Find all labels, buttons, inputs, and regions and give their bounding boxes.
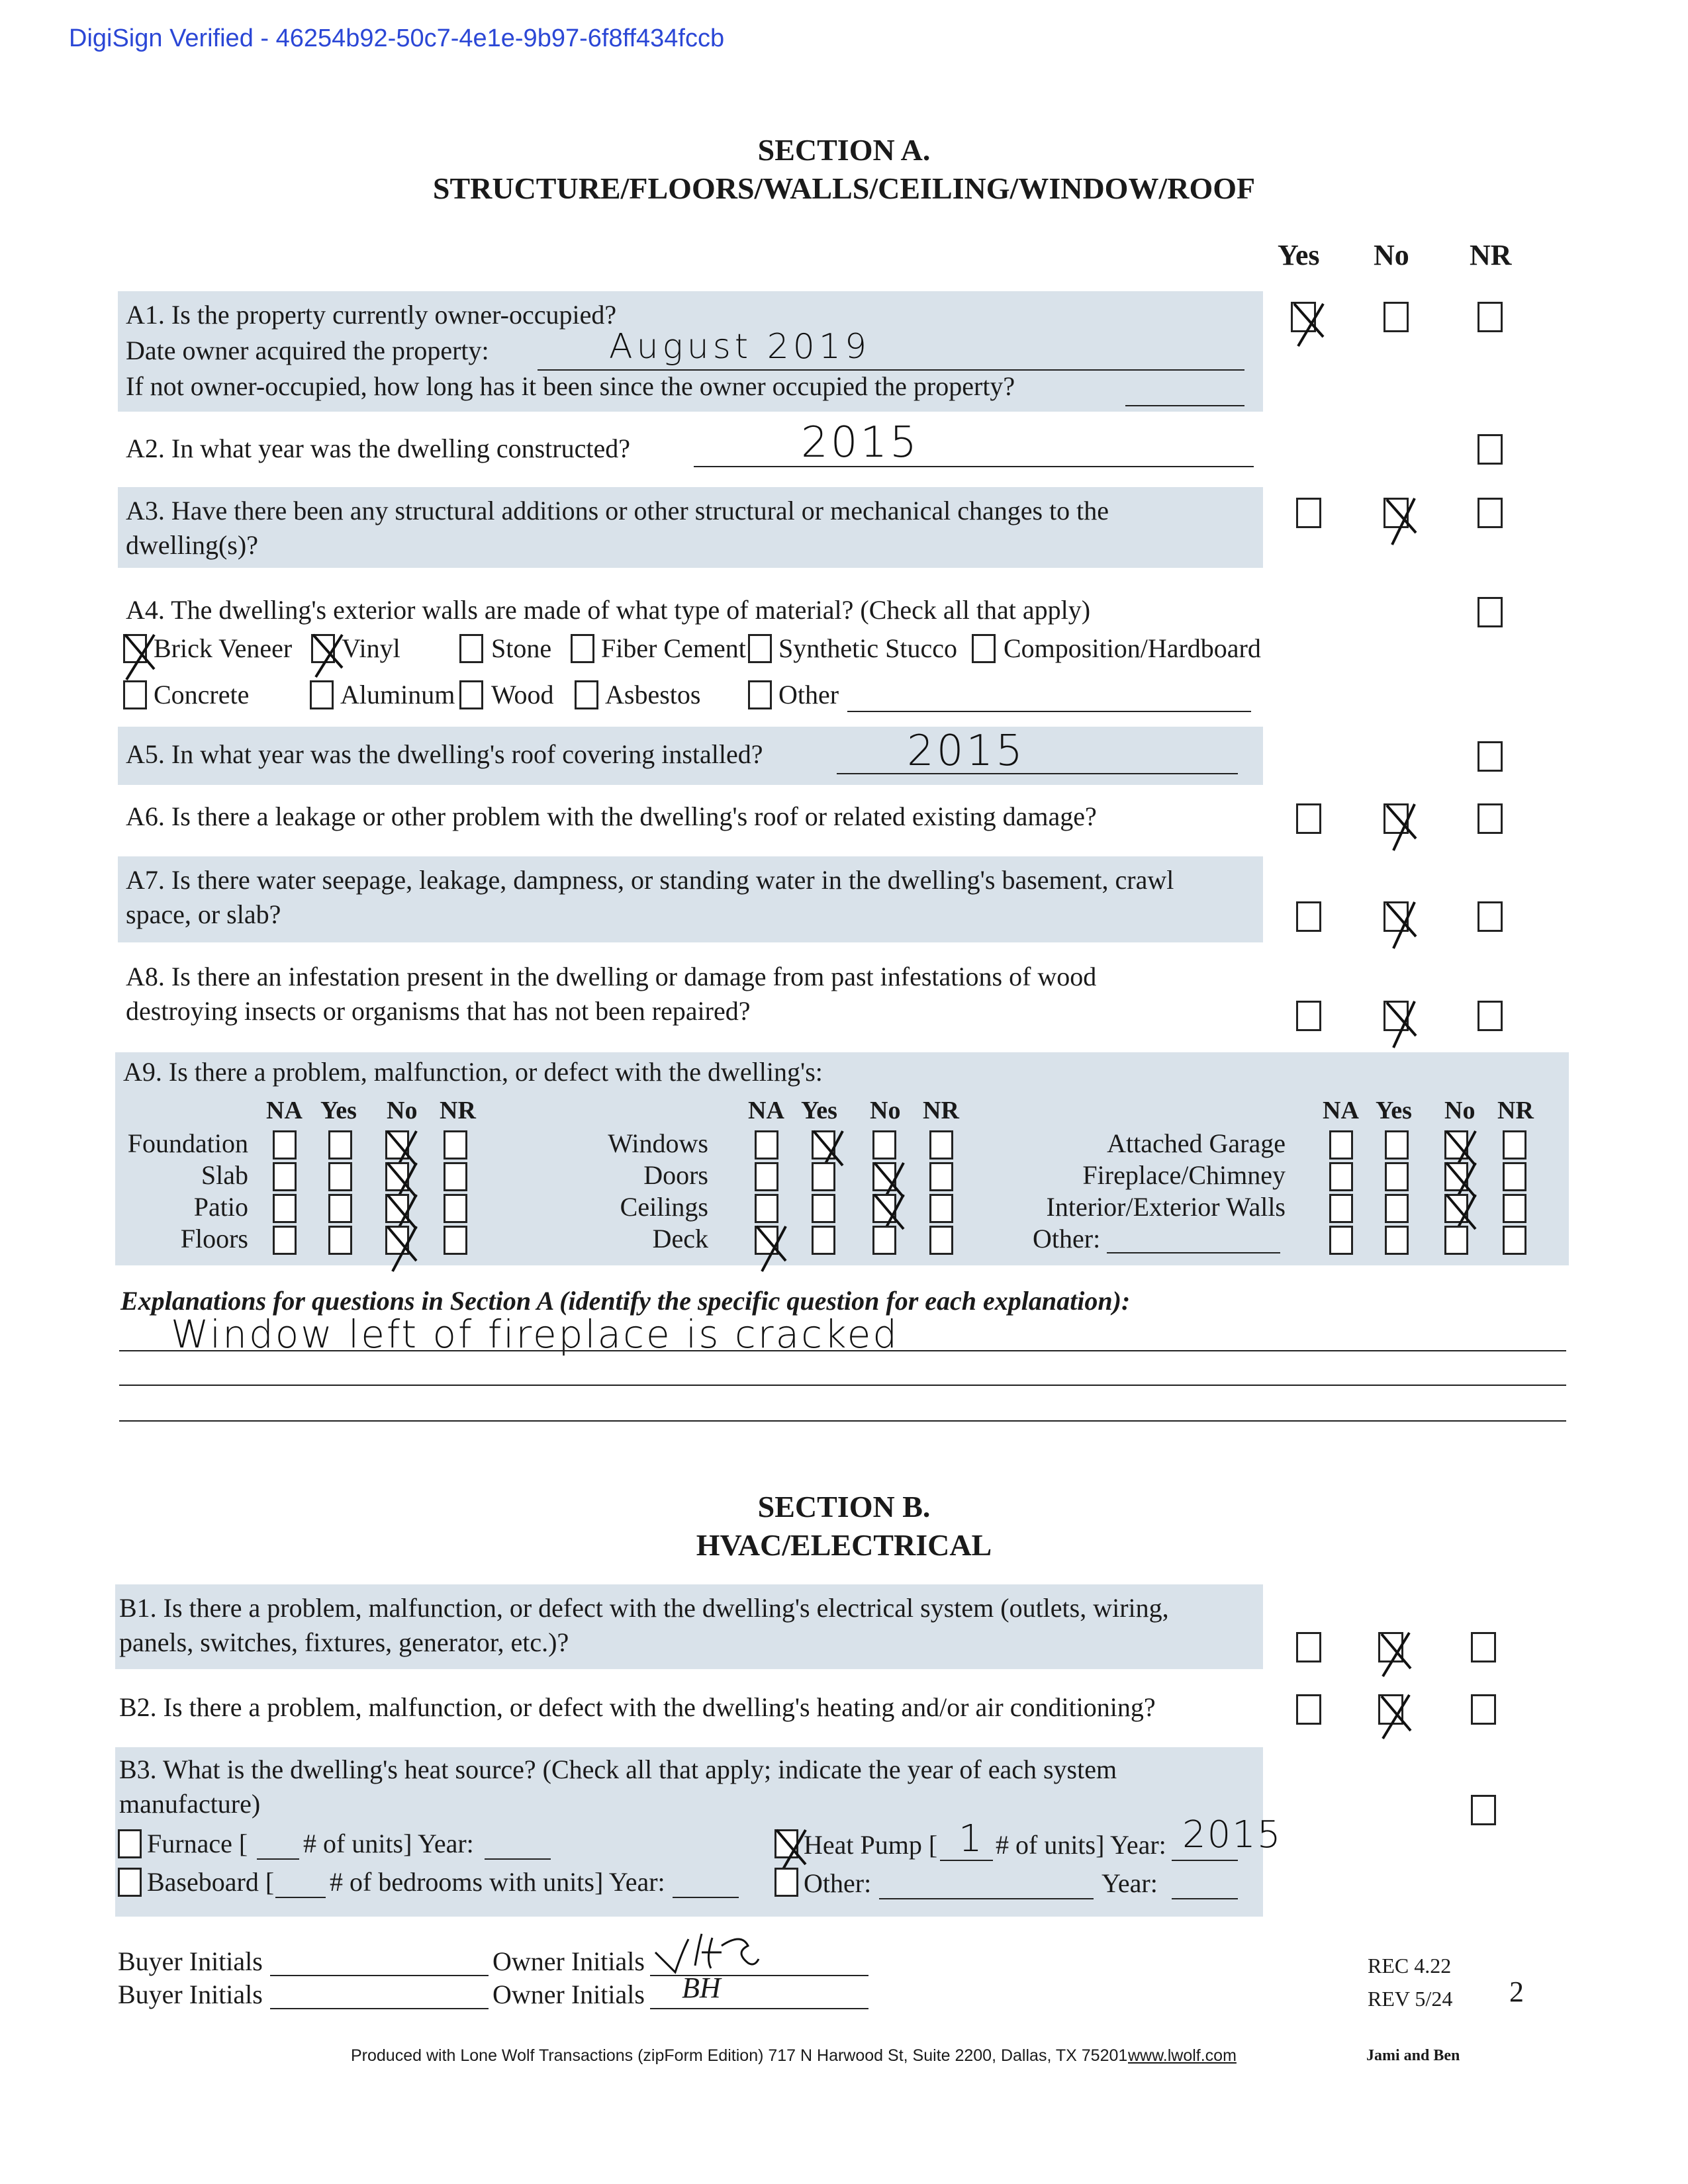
check-mark-icon <box>1376 1690 1416 1743</box>
owner-initials-line-2 <box>650 2008 868 2009</box>
a9-item-label: Other: <box>1033 1224 1101 1253</box>
material-wood-label: Wood <box>491 680 554 709</box>
a8-question-line2: destroying insects or organisms that has not been repaired? <box>126 996 751 1026</box>
verification-stamp: DigiSign Verified - 46254b92-50c7-4e1e-9b97-6f8ff434fccb <box>69 24 725 52</box>
material-other-line <box>847 711 1251 712</box>
other-heat-checkbox[interactable] <box>774 1868 798 1897</box>
a9-header-yes: Yes <box>1376 1097 1412 1124</box>
b1-question-line1: B1. Is there a problem, malfunction, or defect with the dwelling's electrical system (outlets, wiring, <box>119 1593 1169 1623</box>
check-mark-icon <box>1382 799 1421 852</box>
a6-question: A6. Is there a leakage or other problem with the dwelling's roof or related existing damage? <box>126 801 1097 831</box>
material-aluminum-checkbox[interactable] <box>310 680 334 709</box>
a9-attached-garage-na-checkbox[interactable] <box>1329 1130 1353 1160</box>
file-name: Jami and Ben <box>1366 2047 1460 2064</box>
a1-no-checkbox[interactable] <box>1383 302 1409 332</box>
material-aluminum-label: Aluminum <box>340 680 455 709</box>
a9-header-nr: NR <box>1497 1097 1534 1124</box>
a9-header-na: NA <box>748 1097 784 1124</box>
a8-question-line1: A8. Is there an infestation present in the dwelling or damage from past infestations of wood <box>126 962 1097 991</box>
a9-other-na-checkbox[interactable] <box>1329 1226 1353 1255</box>
a9-header-yes: Yes <box>320 1097 357 1124</box>
material-composition-label: Composition/Hardboard <box>1004 633 1261 663</box>
a9-floors-na-checkbox[interactable] <box>273 1226 297 1255</box>
buyer-initials-line-1 <box>270 1975 489 1976</box>
a6-yes-checkbox[interactable] <box>1296 803 1321 834</box>
a9-header-nr: NR <box>923 1097 959 1124</box>
a9-foundation-nr-checkbox[interactable] <box>444 1130 467 1160</box>
a7-question-line1: A7. Is there water seepage, leakage, dampness, or standing water in the dwelling's basement, crawl <box>126 865 1174 895</box>
b2-nr-checkbox[interactable] <box>1471 1694 1496 1725</box>
b1-nr-checkbox[interactable] <box>1471 1632 1496 1662</box>
a9-ceilings-yes-checkbox[interactable] <box>812 1194 835 1223</box>
a7-yes-checkbox[interactable] <box>1296 901 1321 932</box>
a1-nr-checkbox[interactable] <box>1477 302 1503 332</box>
a9-doors-na-checkbox[interactable] <box>755 1162 778 1191</box>
a9-item-label: Windows <box>608 1128 708 1158</box>
a1-date-answer[interactable]: August 2019 <box>609 327 871 367</box>
b3-question-line1: B3. What is the dwelling's heat source? (Check all that apply; indicate the year of each system <box>119 1754 1117 1784</box>
explanation-line-3 <box>119 1420 1566 1422</box>
a7-no-checkbox[interactable] <box>1383 901 1409 932</box>
material-vinyl-label: Vinyl <box>342 633 400 663</box>
a9-deck-yes-checkbox[interactable] <box>812 1226 835 1255</box>
material-concrete-checkbox[interactable] <box>123 680 147 709</box>
other-heat-year-line <box>1172 1898 1238 1899</box>
explanations-label: Explanations for questions in Section A (identify the specific question for each explanation): <box>120 1286 1131 1316</box>
material-stone-checkbox[interactable] <box>459 634 483 663</box>
a9-header-no: No <box>387 1097 418 1124</box>
a3-no-checkbox[interactable] <box>1383 498 1409 528</box>
a9-doors-no-checkbox[interactable] <box>872 1162 896 1191</box>
a4-question: A4. The dwelling's exterior walls are made of what type of material? (Check all that apply) <box>126 595 1091 625</box>
a9-attached-garage-yes-checkbox[interactable] <box>1385 1130 1409 1160</box>
explanation-answer[interactable]: Window left of fireplace is cracked <box>171 1312 900 1357</box>
a9-item-label: Interior/Exterior Walls <box>1046 1192 1286 1222</box>
check-mark-icon <box>1382 897 1421 950</box>
heat-pump-year[interactable]: 2015 <box>1182 1813 1282 1856</box>
a9-other-nr-checkbox[interactable] <box>1503 1226 1526 1255</box>
a4-nr-checkbox[interactable] <box>1477 597 1503 627</box>
furnace-label: Furnace [ <box>147 1829 248 1858</box>
a5-line <box>837 773 1238 774</box>
section-b-title: SECTION B. <box>757 1490 931 1524</box>
a9-ceilings-no-checkbox[interactable] <box>872 1194 896 1223</box>
col-nr-header: NR <box>1470 239 1512 271</box>
a5-answer[interactable]: 2015 <box>907 727 1025 776</box>
a2-line <box>694 466 1254 467</box>
owner-initials-2-value[interactable]: BH <box>682 1972 721 2004</box>
a9-patio-nr-checkbox[interactable] <box>444 1194 467 1223</box>
b1-yes-checkbox[interactable] <box>1296 1632 1321 1662</box>
furnace-units-line <box>257 1858 299 1860</box>
baseboard-checkbox[interactable] <box>118 1868 142 1897</box>
a3-question-line1: A3. Have there been any structural additions or other structural or mechanical changes to the <box>126 496 1109 525</box>
a9-fireplace-chimney-no-checkbox[interactable] <box>1444 1162 1468 1191</box>
a9-interior-exterior-walls-nr-checkbox[interactable] <box>1503 1194 1526 1223</box>
a9-fireplace-chimney-yes-checkbox[interactable] <box>1385 1162 1409 1191</box>
a5-question: A5. In what year was the dwelling's roof covering installed? <box>126 739 763 769</box>
other-heat-label: Other: <box>804 1868 872 1898</box>
a3-nr-checkbox[interactable] <box>1477 498 1503 528</box>
other-heat-year-label: Year: <box>1102 1868 1158 1898</box>
a9-doors-yes-checkbox[interactable] <box>812 1162 835 1191</box>
col-no-header: No <box>1374 239 1409 271</box>
b2-yes-checkbox[interactable] <box>1296 1694 1321 1725</box>
material-concrete-label: Concrete <box>154 680 250 709</box>
a1-occupied-question: If not owner-occupied, how long has it been since the owner occupied the property? <box>126 371 1015 401</box>
a3-question-line2: dwelling(s)? <box>126 530 258 560</box>
other-heat-line <box>879 1898 1094 1899</box>
material-vinyl-checkbox[interactable] <box>311 634 335 663</box>
heat-pump-count[interactable]: 1 <box>959 1817 982 1860</box>
material-fiber-cement-label: Fiber Cement <box>601 633 746 663</box>
check-mark-icon <box>1289 297 1329 350</box>
section-a-title: SECTION A. <box>757 133 931 167</box>
a1-occupied-line <box>1125 405 1244 406</box>
a3-yes-checkbox[interactable] <box>1296 498 1321 528</box>
a9-item-label: Floors <box>180 1224 248 1253</box>
material-brick-veneer-label: Brick Veneer <box>154 633 293 663</box>
material-asbestos-label: Asbestos <box>605 680 701 709</box>
a9-attached-garage-no-checkbox[interactable] <box>1444 1130 1468 1160</box>
col-yes-header: Yes <box>1278 239 1320 271</box>
a9-item-label: Foundation <box>127 1128 248 1158</box>
material-synthetic-stucco-checkbox[interactable] <box>748 634 772 663</box>
a9-item-label: Deck <box>652 1224 708 1253</box>
a9-item-label: Attached Garage <box>1107 1128 1286 1158</box>
page-number: 2 <box>1509 1976 1524 2008</box>
owner-initials-signature <box>649 1926 768 1979</box>
a7-question-line2: space, or slab? <box>126 899 281 929</box>
a9-header-nr: NR <box>440 1097 476 1124</box>
b1-question-line2: panels, switches, fixtures, generator, etc.)? <box>119 1627 569 1657</box>
check-mark-icon <box>1382 996 1421 1049</box>
a9-attached-garage-nr-checkbox[interactable] <box>1503 1130 1526 1160</box>
a9-item-label: Slab <box>201 1160 248 1190</box>
b2-no-checkbox[interactable] <box>1378 1694 1403 1725</box>
a9-header-no: No <box>1444 1097 1476 1124</box>
a2-question: A2. In what year was the dwelling constructed? <box>126 433 630 463</box>
a9-floors-nr-checkbox[interactable] <box>444 1226 467 1255</box>
a9-item-label: Patio <box>193 1192 248 1222</box>
form-code: REC 4.22 <box>1368 1954 1452 1978</box>
a9-interior-exterior-walls-yes-checkbox[interactable] <box>1385 1194 1409 1223</box>
a6-no-checkbox[interactable] <box>1383 803 1409 834</box>
material-asbestos-checkbox[interactable] <box>575 680 598 709</box>
website-link[interactable]: www.lwolf.com <box>1128 2046 1237 2065</box>
a9-interior-exterior-walls-no-checkbox[interactable] <box>1444 1194 1468 1223</box>
a2-nr-checkbox[interactable] <box>1477 434 1503 465</box>
a9-floors-no-checkbox[interactable] <box>385 1226 409 1255</box>
a9-windows-nr-checkbox[interactable] <box>929 1130 953 1160</box>
produced-with-text: Produced with Lone Wolf Transactions (zipForm Edition) 717 N Harwood St, Suite 2200, Dallas, TX 75201 <box>351 2046 1128 2065</box>
a9-fireplace-chimney-na-checkbox[interactable] <box>1329 1162 1353 1191</box>
a9-windows-yes-checkbox[interactable] <box>812 1130 835 1160</box>
material-stone-label: Stone <box>491 633 552 663</box>
a9-windows-no-checkbox[interactable] <box>872 1130 896 1160</box>
explanation-line-1 <box>119 1350 1566 1351</box>
explanation-line-2 <box>119 1385 1566 1386</box>
material-other-label: Other <box>778 680 839 709</box>
a1-date-label: Date owner acquired the property: <box>126 336 489 365</box>
a9-patio-na-checkbox[interactable] <box>273 1194 297 1223</box>
a9-other-yes-checkbox[interactable] <box>1385 1226 1409 1255</box>
a1-yes-checkbox[interactable] <box>1291 302 1316 332</box>
heat-pump-year-line <box>1172 1860 1238 1861</box>
a9-foundation-yes-checkbox[interactable] <box>328 1130 352 1160</box>
a1-question: A1. Is the property currently owner-occupied? <box>126 300 617 330</box>
a9-floors-yes-checkbox[interactable] <box>328 1226 352 1255</box>
material-fiber-cement-checkbox[interactable] <box>571 634 594 663</box>
a9-item-label: Fireplace/Chimney <box>1082 1160 1286 1190</box>
a9-other-line <box>1107 1252 1280 1253</box>
a9-fireplace-chimney-nr-checkbox[interactable] <box>1503 1162 1526 1191</box>
a9-interior-exterior-walls-na-checkbox[interactable] <box>1329 1194 1353 1223</box>
a9-foundation-no-checkbox[interactable] <box>385 1130 409 1160</box>
a7-nr-checkbox[interactable] <box>1477 901 1503 932</box>
a9-header-no: No <box>870 1097 901 1124</box>
a9-ceilings-na-checkbox[interactable] <box>755 1194 778 1223</box>
baseboard-label: Baseboard [ <box>147 1867 275 1897</box>
baseboard-units-label: # of bedrooms with units] Year: <box>330 1867 665 1897</box>
section-a-subtitle: STRUCTURE/FLOORS/WALLS/CEILING/WINDOW/ROOF <box>432 171 1256 205</box>
buyer-initials-line-2 <box>270 2008 489 2009</box>
a9-doors-nr-checkbox[interactable] <box>929 1162 953 1191</box>
check-mark-icon <box>1376 1627 1416 1680</box>
heat-pump-checkbox[interactable] <box>774 1829 798 1858</box>
material-wood-checkbox[interactable] <box>459 680 483 709</box>
b3-question-line2: manufacture) <box>119 1789 261 1819</box>
check-mark-icon <box>1382 493 1421 546</box>
furnace-checkbox[interactable] <box>118 1829 142 1858</box>
a9-item-label: Doors <box>643 1160 708 1190</box>
a6-nr-checkbox[interactable] <box>1477 803 1503 834</box>
a9-header-na: NA <box>266 1097 303 1124</box>
a9-slab-nr-checkbox[interactable] <box>444 1162 467 1191</box>
a5-nr-checkbox[interactable] <box>1477 741 1503 772</box>
a8-no-checkbox[interactable] <box>1383 1001 1409 1031</box>
a9-foundation-na-checkbox[interactable] <box>273 1130 297 1160</box>
material-composition-checkbox[interactable] <box>972 634 996 663</box>
a9-slab-no-checkbox[interactable] <box>385 1162 409 1191</box>
a8-yes-checkbox[interactable] <box>1296 1001 1321 1031</box>
buyer-initials-label-2: Buyer Initials <box>118 1979 263 2009</box>
heat-pump-label: Heat Pump [ <box>804 1830 938 1860</box>
a9-other-no-checkbox[interactable] <box>1444 1226 1468 1255</box>
a9-item-label: Ceilings <box>620 1192 708 1222</box>
baseboard-year-line <box>673 1897 739 1898</box>
a9-deck-na-checkbox[interactable] <box>755 1226 778 1255</box>
a9-deck-nr-checkbox[interactable] <box>929 1226 953 1255</box>
a9-windows-na-checkbox[interactable] <box>755 1130 778 1160</box>
furnace-units-label: # of units] Year: <box>303 1829 474 1858</box>
b1-no-checkbox[interactable] <box>1378 1632 1403 1662</box>
b2-question: B2. Is there a problem, malfunction, or defect with the dwelling's heating and/or air conditioning? <box>119 1692 1156 1722</box>
a9-header-na: NA <box>1323 1097 1359 1124</box>
material-brick-veneer-checkbox[interactable] <box>123 634 147 663</box>
a9-question: A9. Is there a problem, malfunction, or defect with the dwelling's: <box>123 1057 823 1087</box>
a8-nr-checkbox[interactable] <box>1477 1001 1503 1031</box>
a9-slab-na-checkbox[interactable] <box>273 1162 297 1191</box>
material-synthetic-stucco-label: Synthetic Stucco <box>778 633 957 663</box>
heat-pump-units-label: # of units] Year: <box>996 1830 1166 1860</box>
owner-initials-label-1: Owner Initials <box>492 1946 645 1976</box>
a9-header-yes: Yes <box>801 1097 837 1124</box>
a9-ceilings-nr-checkbox[interactable] <box>929 1194 953 1223</box>
buyer-initials-label-1: Buyer Initials <box>118 1946 263 1976</box>
material-other-checkbox[interactable] <box>748 680 772 709</box>
a2-answer[interactable]: 2015 <box>801 418 919 467</box>
a9-deck-no-checkbox[interactable] <box>872 1226 896 1255</box>
form-revision: REV 5/24 <box>1368 1987 1453 2011</box>
b3-nr-checkbox[interactable] <box>1471 1795 1496 1825</box>
baseboard-units-line <box>275 1897 326 1898</box>
section-b-subtitle: HVAC/ELECTRICAL <box>696 1528 992 1562</box>
a9-slab-yes-checkbox[interactable] <box>328 1162 352 1191</box>
a9-patio-no-checkbox[interactable] <box>385 1194 409 1223</box>
a9-patio-yes-checkbox[interactable] <box>328 1194 352 1223</box>
owner-initials-label-2: Owner Initials <box>492 1979 645 2009</box>
furnace-year-line <box>485 1858 551 1860</box>
